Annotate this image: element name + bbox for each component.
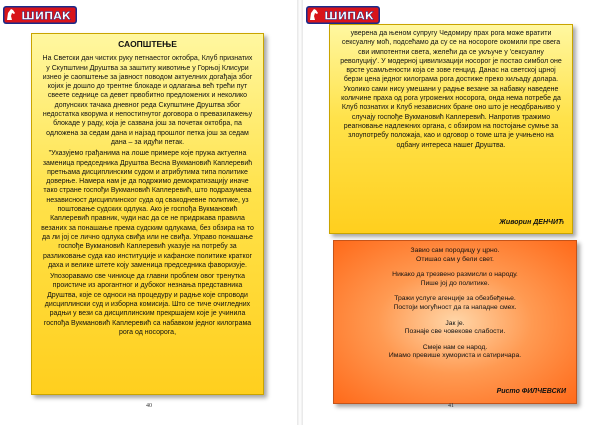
page-number-right: 41 bbox=[448, 403, 454, 409]
announcement-paragraph-3: Упозоравамо све чиниоце да главни проблем овог тренутка проистиче из арогантног и дубоког незнања представника Друштва, које се односи на процедуру и радње које спроводи дисциплински суд и изборна комисија. Што се тиче очигледних радњи у вези са дисциплинским прекршајем које је учинила госпођа Вукмановић Каплеревић са набавком једног килограма рога од носорога, bbox=[43, 273, 252, 336]
aphorism bbox=[334, 344, 576, 361]
continuation-box bbox=[329, 24, 573, 234]
magazine-logo bbox=[2, 4, 78, 26]
aphorism-line: Никако да трезвено размисли о народу. bbox=[392, 271, 518, 279]
aphorism bbox=[334, 320, 576, 337]
aphorism-line: Јак је. bbox=[445, 319, 465, 327]
aphorism bbox=[334, 295, 576, 312]
aphorism-line: Тражи услуге агенције за обезбеђење. bbox=[394, 295, 516, 303]
announcement-paragraph-1: На Светски дан чистих руку петнаестог октобра, Клуб признатих у Скупштини Друштва за заштиту животиње у Горњој Клисури изнео је саопштење за јавност поводом актуелних догађаја због којих је дошло до трентне блокаде и одлагања већ трећи пут свеете седнице са девет првобитно предложених и неколико допунских тачака дневног реда Скупштине Друштва због недостатка кворума и непостигнутог договора о превазилажењу блокаде у раду, која је сазвана још за почетак октобра, па одложена за седам дана и најзад прошлог петка још за седам дана – за идући петак. bbox=[42, 55, 253, 146]
announcement-box bbox=[31, 33, 264, 395]
aphorism-line: Имамо превише хумориста и сатиричара. bbox=[388, 352, 522, 360]
aphorism bbox=[334, 247, 576, 264]
author-signature: Живорин ДЕНЧИЋ bbox=[499, 218, 564, 226]
aphorism-line: Познаје све човекове слабости. bbox=[404, 328, 506, 336]
left-page bbox=[0, 0, 297, 425]
magazine-logo-right bbox=[305, 4, 381, 26]
page-number-left: 40 bbox=[146, 403, 152, 409]
announcement-paragraph-2: "Ухазујемо грађанима на лоше примере које пружа актуелна заменица председника Друштва Весна Вукмановић Каплеревић претњама дисциплинским судом и атрибутима типа политике доверње. Намера нам је да подржимо демократизацију иначе тако стране госпођи Вукмановић Каплеревић, што подразумева независност дисциплинског суда од свакодневне политике, уз поштовање судских одлука. Ако је госпођа Вукмановић Каплеревић правник, чуди нас да се не придржава правила везаних за понашање према судским одлукама, без обзира на то да ли јој се лично одлука свиђа или не свиђа. Управо понашање госпође Вукмановић Каплеревић указује на потребу за разликовање суда као институције и кафанске политике кратког даха и велике штете коју заменица председника фаворизује. bbox=[41, 150, 254, 269]
aphorism-author: Ристо ФИЛЧЕВСКИ bbox=[496, 388, 566, 396]
aphorism bbox=[334, 271, 576, 288]
continuation-text: уверена да њеном супругу Чедомиру прах рога може вратити сексуалну моћ, подсећамо да су се на носороге окомили пре свега сви импотентни света, желећи да се укључе у 'сексуалну револуцију'. У модерној цивилизацији носорог је постао симбол оне врсте усамљености која се зове генцид. Данас на светској црној берзи цена једног килограма рога достиже преко хиљаду долара. Уколико сами нису умешани у радње везане за набавку наведене количине праха од рога угрожених носорога, онда нема потребе да Клуб познатих и Клуб независних бране оно што је неодбрањиво у случају госпође Вукмановић Каплеревић. Напротив тражимо реагновање надлежних органа, с обзиром на постојање сумње за злоупотребу положаја, као и одговор о томе шта је учињено на одбану интереса нашег Друштва. bbox=[340, 30, 562, 149]
aphorisms-box bbox=[333, 240, 577, 404]
aphorism-line: Пише јој до политике. bbox=[420, 279, 490, 287]
aphorism-line: Постоји могућност да га нападне смех. bbox=[393, 303, 517, 311]
aphorism-line: Отишао сам у бели свет. bbox=[416, 255, 494, 263]
announcement-title: САОПШТЕЊЕ bbox=[118, 39, 177, 49]
logo-text: ШИПАК bbox=[21, 9, 71, 23]
logo-text: ШИПАК bbox=[324, 9, 374, 23]
aphorism-line: Завио сам породицу у црно. bbox=[410, 247, 500, 254]
aphorism-line: Смеје нам се народ. bbox=[422, 343, 488, 351]
